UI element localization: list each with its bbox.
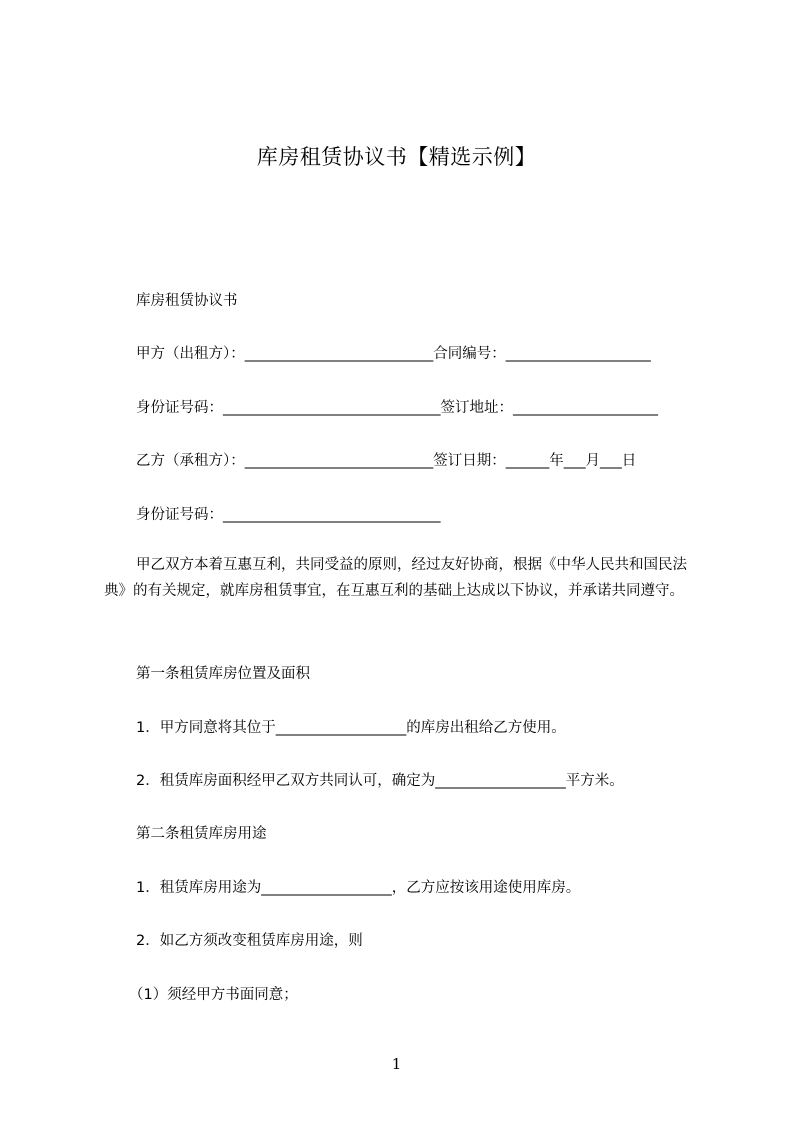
article2-item2: 2．如乙方须改变租赁库房用途，则 [136,933,363,949]
page-number: 1 [391,1055,402,1073]
party-b-line: 乙方（承租方）：__________________________签订日期：______年___月___日 [136,453,637,469]
article2-heading: 第二条租赁库房用途 [136,826,267,842]
article2-item1: 1．租赁库房用途为__________________，乙方应按该用途使用库房。 [136,880,581,896]
preamble-text: 甲乙双方本着互惠互利，共同受益的原则，经过友好协商，根据《中华人民共和国民法典》的有关规定，就库房租赁事宜，在互惠互利的基础上达成以下协议，并承诺共同遵守。 [104,557,687,599]
party-a-line: 甲方（出租方）：__________________________合同编号：____________________ [136,346,651,362]
article1-heading: 第一条租赁库房位置及面积 [136,666,310,682]
article1-item1: 1．甲方同意将其位于__________________的库房出租给乙方使用。 [136,720,566,736]
article1-item2: 2．租赁库房面积经甲乙双方共同认可，确定为__________________平方米。 [136,773,624,789]
party-b-id-line: 身份证号码：______________________________ [136,507,441,523]
article2-sub1: （1）须经甲方书面同意； [129,987,298,1003]
agreement-heading: 库房租赁协议书 [136,293,238,309]
party-a-id-line: 身份证号码：______________________________签订地址：____________________ [136,400,658,416]
document-title: 库房租赁协议书【精选示例】 [256,145,537,169]
preamble-paragraph [104,552,704,604]
